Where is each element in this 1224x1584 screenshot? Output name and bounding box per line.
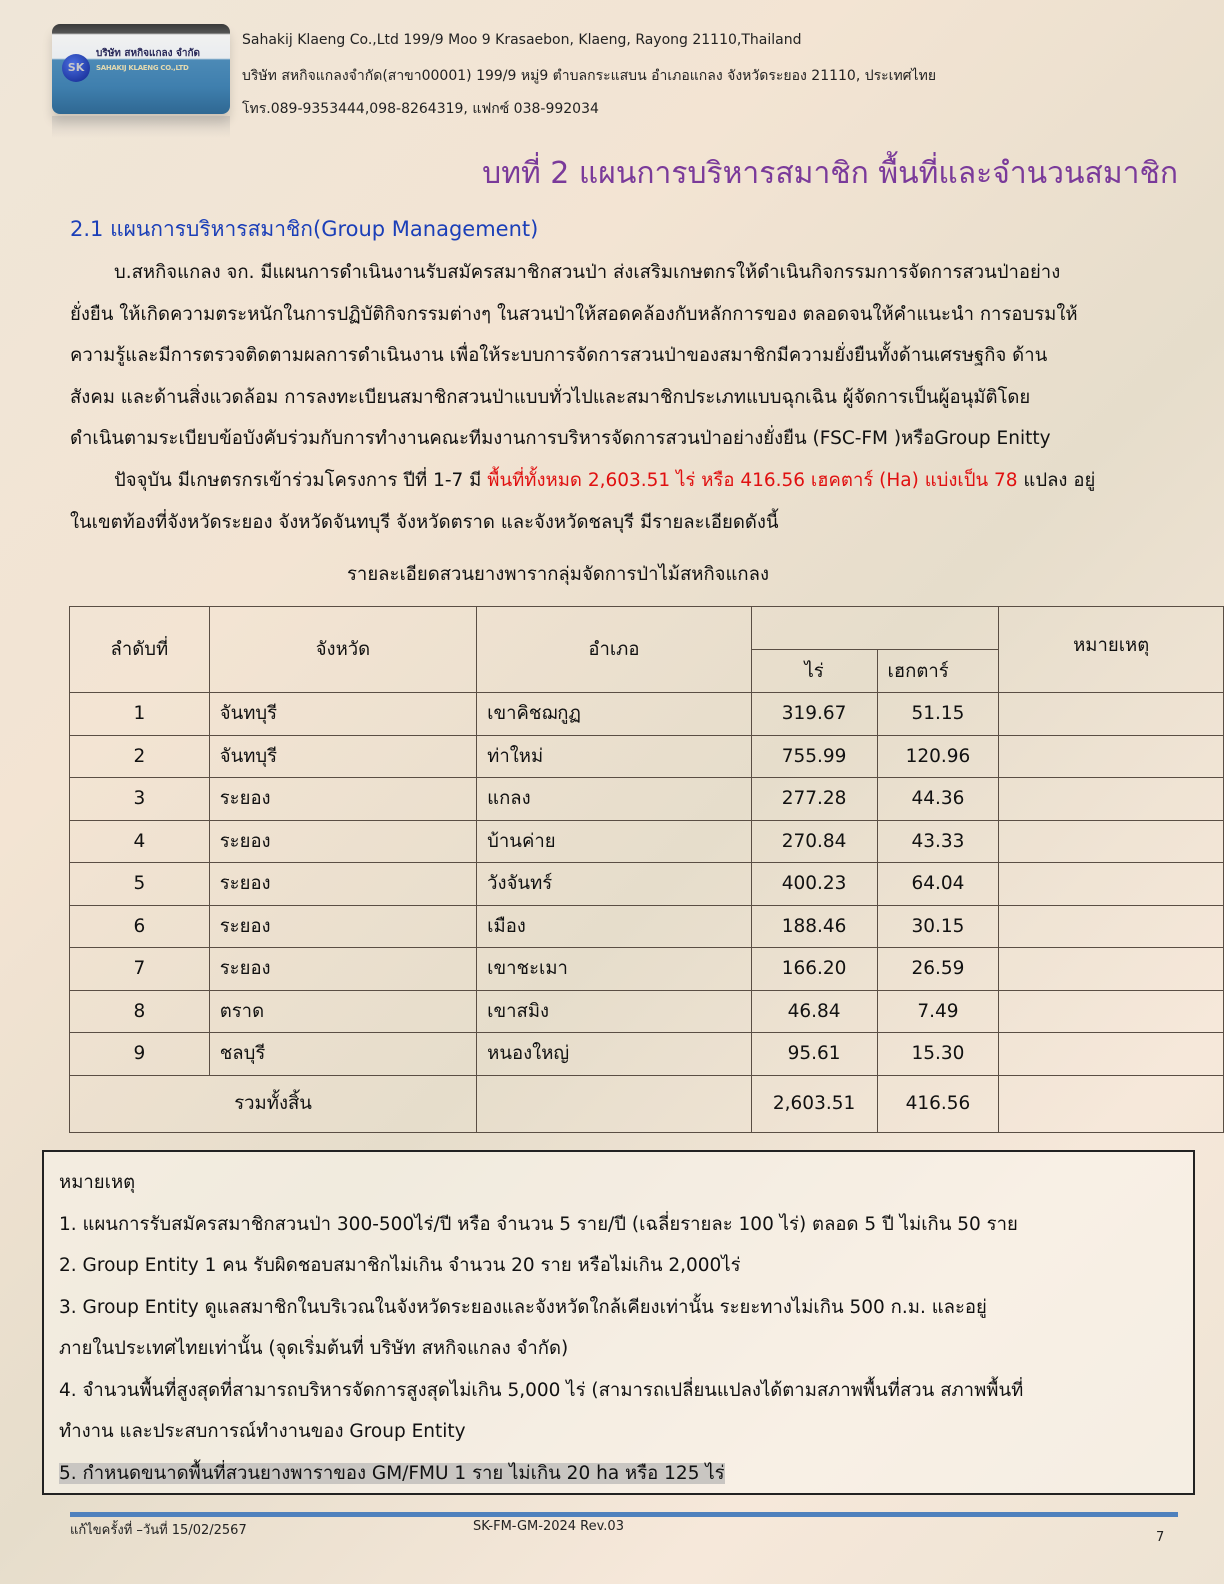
cell-province: ระยอง [209,778,476,821]
cell-note [999,905,1224,948]
cell-district: บ้านค่าย [477,820,751,863]
chapter-title: บทที่ 2 แผนการบริหารสมาชิก พื้นที่และจำนวนสมาชิก [482,156,1178,191]
cell-rai: 95.61 [751,1033,877,1076]
table-row [70,905,1224,948]
header-contact: โทร.089-9353444,098-8264319, แฟกซ์ 038-992034 [242,101,599,117]
cell-note [999,693,1224,736]
note-line: ทำงาน และประสบการณ์ทำงานของ Group Entity [59,1421,466,1442]
cell-note [999,820,1224,863]
cell-province: ระยอง [209,948,476,991]
plantation-table [69,606,1224,1133]
cell-note [999,863,1224,906]
table-row [70,990,1224,1033]
cell-no: 4 [70,820,210,863]
header-address-en: Sahakij Klaeng Co.,Ltd 199/9 Moo 9 Krasaebon, Klaeng, Rayong 21110,Thailand [242,32,802,48]
note-line: 3. Group Entity ดูแลสมาชิกในบริเวณในจังหวัดระยองและจังหวัดใกล้เคียงเท่านั้น ระยะทางไม่เกิน 500 ก.ม. และอยู่ [59,1296,987,1318]
cell-rai: 188.46 [751,905,877,948]
header-no: ลำดับที่ [70,607,210,693]
cell-district: หนองใหญ่ [477,1033,751,1076]
summary-paragraph [70,460,1182,543]
cell-hectare: 64.04 [877,863,999,906]
table-row [70,778,1224,821]
logo-name-en: SAHAKIJ KLAENG CO.,LTD [96,64,189,72]
cell-hectare: 51.15 [877,693,999,736]
cell-province: ระยอง [209,820,476,863]
cell-no: 1 [70,693,210,736]
table-row [70,1033,1224,1076]
cell-district: เขาชะเมา [477,948,751,991]
cell-district: แกลง [477,778,751,821]
cell-rai: 755.99 [751,735,877,778]
cell-rai: 270.84 [751,820,877,863]
cell-hectare: 120.96 [877,735,999,778]
intro-line: ยั่งยืน ให้เกิดความตระหนักในการปฏิบัติกิจกรรมต่างๆ ในสวนป่าให้สอดคล้องกับหลักการของ ตลอดจนให้คำแนะนำ การอบรมให้ [70,303,1078,325]
total-hectare: 416.56 [877,1075,999,1132]
company-logo [52,24,230,114]
cell-rai: 166.20 [751,948,877,991]
notes-box [42,1150,1195,1495]
cell-rai: 319.67 [751,693,877,736]
intro-line: ดำเนินตามระเบียบข้อบังคับร่วมกับการทำงานคณะทีมงานการบริหารจัดการสวนป่าอย่างยั่งยืน (FSC-FM )หรือGroup Enitty [70,428,1051,449]
header-note: หมายเหตุ [999,607,1224,693]
table-row [70,820,1224,863]
cell-province: ชลบุรี [209,1033,476,1076]
header-province: จังหวัด [209,607,476,693]
summary-line2: ในเขตท้องที่จังหวัดระยอง จังหวัดจันทบุรี จังหวัดตราด และจังหวัดชลบุรี มีรายละเอียดดังนี้ [70,511,779,533]
note-line: ภายในประเทศไทยเท่านั้น (จุดเริ่มต้นที่ บริษัท สหกิจแกลง จำกัด) [59,1338,569,1359]
header-rai: ไร่ [751,650,877,693]
cell-hectare: 26.59 [877,948,999,991]
table-row [70,863,1224,906]
cell-district: วังจันทร์ [477,863,751,906]
intro-line: สังคม และด้านสิ่งแวดล้อม การลงทะเบียนสมาชิกสวนป่าแบบทั่วไปและสมาชิกประเภทแบบฉุกเฉิน ผู้จัดการเป็นผู้อนุมัติโดย [70,386,1031,408]
intro-line: บ.สหกิจแกลง จก. มีแผนการดำเนินงานรับสมัครสมาชิกสวนป่า ส่งเสริมเกษตกรให้ดำเนินกิจกรรมการจัดการสวนป่าอย่าง [114,262,1061,283]
notes-title: หมายเหตุ [59,1172,136,1193]
intro-line: ความรู้และมีการตรวจติดตามผลการดำเนินงาน เพื่อให้ระบบการจัดการสวนป่าของสมาชิกมีความยั่งยืนทั้งด้านเศรษฐกิจ ด้าน [70,345,1048,366]
cell-province: ตราด [209,990,476,1033]
cell-hectare: 43.33 [877,820,999,863]
footer-doc-code: SK-FM-GM-2024 Rev.03 [473,1519,624,1534]
table-row [70,735,1224,778]
note-line: 2. Group Entity 1 คน รับผิดชอบสมาชิกไม่เกิน จำนวน 20 ราย หรือไม่เกิน 2,000ไร่ [59,1255,741,1276]
footer-divider [70,1512,1178,1517]
cell-hectare: 7.49 [877,990,999,1033]
summary-text-end: แปลง อยู่ [1017,470,1096,491]
logo-reflection [52,116,230,138]
summary-text: ปัจจุบัน มีเกษตรกรเข้าร่วมโครงการ ปีที่ 1-7 มี [114,470,488,491]
cell-no: 7 [70,948,210,991]
cell-hectare: 30.15 [877,905,999,948]
header-address-th: บริษัท สหกิจแกลงจำกัด(สาขา00001) 199/9 หมู่9 ตำบลกระแสบน อำเภอแกลง จังหวัดระยอง 21110, ประเทศไทย [242,68,937,84]
section-title: 2.1 แผนการบริหารสมาชิก(Group Management) [70,217,539,241]
table-title: รายละเอียดสวนยางพารากลุ่มจัดการป่าไม้สหกิจแกลง [347,564,769,585]
cell-hectare: 15.30 [877,1033,999,1076]
cell-no: 3 [70,778,210,821]
cell-district: เขาสมิง [477,990,751,1033]
cell-no: 9 [70,1033,210,1076]
cell-note [999,778,1224,821]
note-line: 1. แผนการรับสมัครสมาชิกสวนป่า 300-500ไร่/ปี หรือ จำนวน 5 ราย/ปี (เฉลี่ยรายละ 100 ไร่) ตลอด 5 ปี ไม่เกิน 50 ราย [59,1213,1018,1235]
page-number: 7 [1156,1530,1165,1545]
cell-rai: 277.28 [751,778,877,821]
note-line: 4. จำนวนพื้นที่สูงสุดที่สามารถบริหารจัดการสูงสุดไม่เกิน 5,000 ไร่ (สามารถเปลี่ยนแปลงได้ตามสภาพพื้นที่สวน สภาพพื้นที่ [59,1379,1024,1401]
cell-district: เมือง [477,905,751,948]
logo-name-th: บริษัท สหกิจแกลง จำกัด [96,48,201,59]
total-note [999,1075,1224,1132]
total-rai: 2,603.51 [751,1075,877,1132]
total-row [70,1075,1224,1132]
cell-note [999,1033,1224,1076]
cell-province: ระยอง [209,905,476,948]
cell-province: จันทบุรี [209,735,476,778]
summary-highlight: พื้นที่ทั้งหมด 2,603.51 ไร่ หรือ 416.56 เฮคตาร์ (Ha) แบ่งเป็น 78 [487,470,1018,491]
header-district: อำเภอ [477,607,751,693]
cell-no: 2 [70,735,210,778]
cell-no: 8 [70,990,210,1033]
cell-note [999,948,1224,991]
table-row [70,948,1224,991]
table-row [70,693,1224,736]
cell-no: 5 [70,863,210,906]
note-highlighted-line: 5. กำหนดขนาดพื้นที่สวนยางพาราของ GM/FMU 1 ราย ไม่เกิน 20 ha หรือ 125 ไร่ [59,1462,725,1484]
cell-province: ระยอง [209,863,476,906]
cell-note [999,735,1224,778]
header-area-group [751,607,999,650]
cell-hectare: 44.36 [877,778,999,821]
cell-rai: 46.84 [751,990,877,1033]
cell-note [999,990,1224,1033]
total-district [477,1075,751,1132]
logo-badge: SK [62,54,90,82]
footer-revision: แก้ไขครั้งที่ –วันที่ 15/02/2567 [70,1523,247,1538]
total-label: รวมทั้งสิ้น [70,1075,477,1132]
cell-no: 6 [70,905,210,948]
header-hectare: เฮกตาร์ [877,650,999,693]
cell-province: จันทบุรี [209,693,476,736]
cell-district: เขาคิชฌกูฏ [477,693,751,736]
cell-rai: 400.23 [751,863,877,906]
cell-district: ท่าใหม่ [477,735,751,778]
intro-paragraph [70,252,1182,460]
